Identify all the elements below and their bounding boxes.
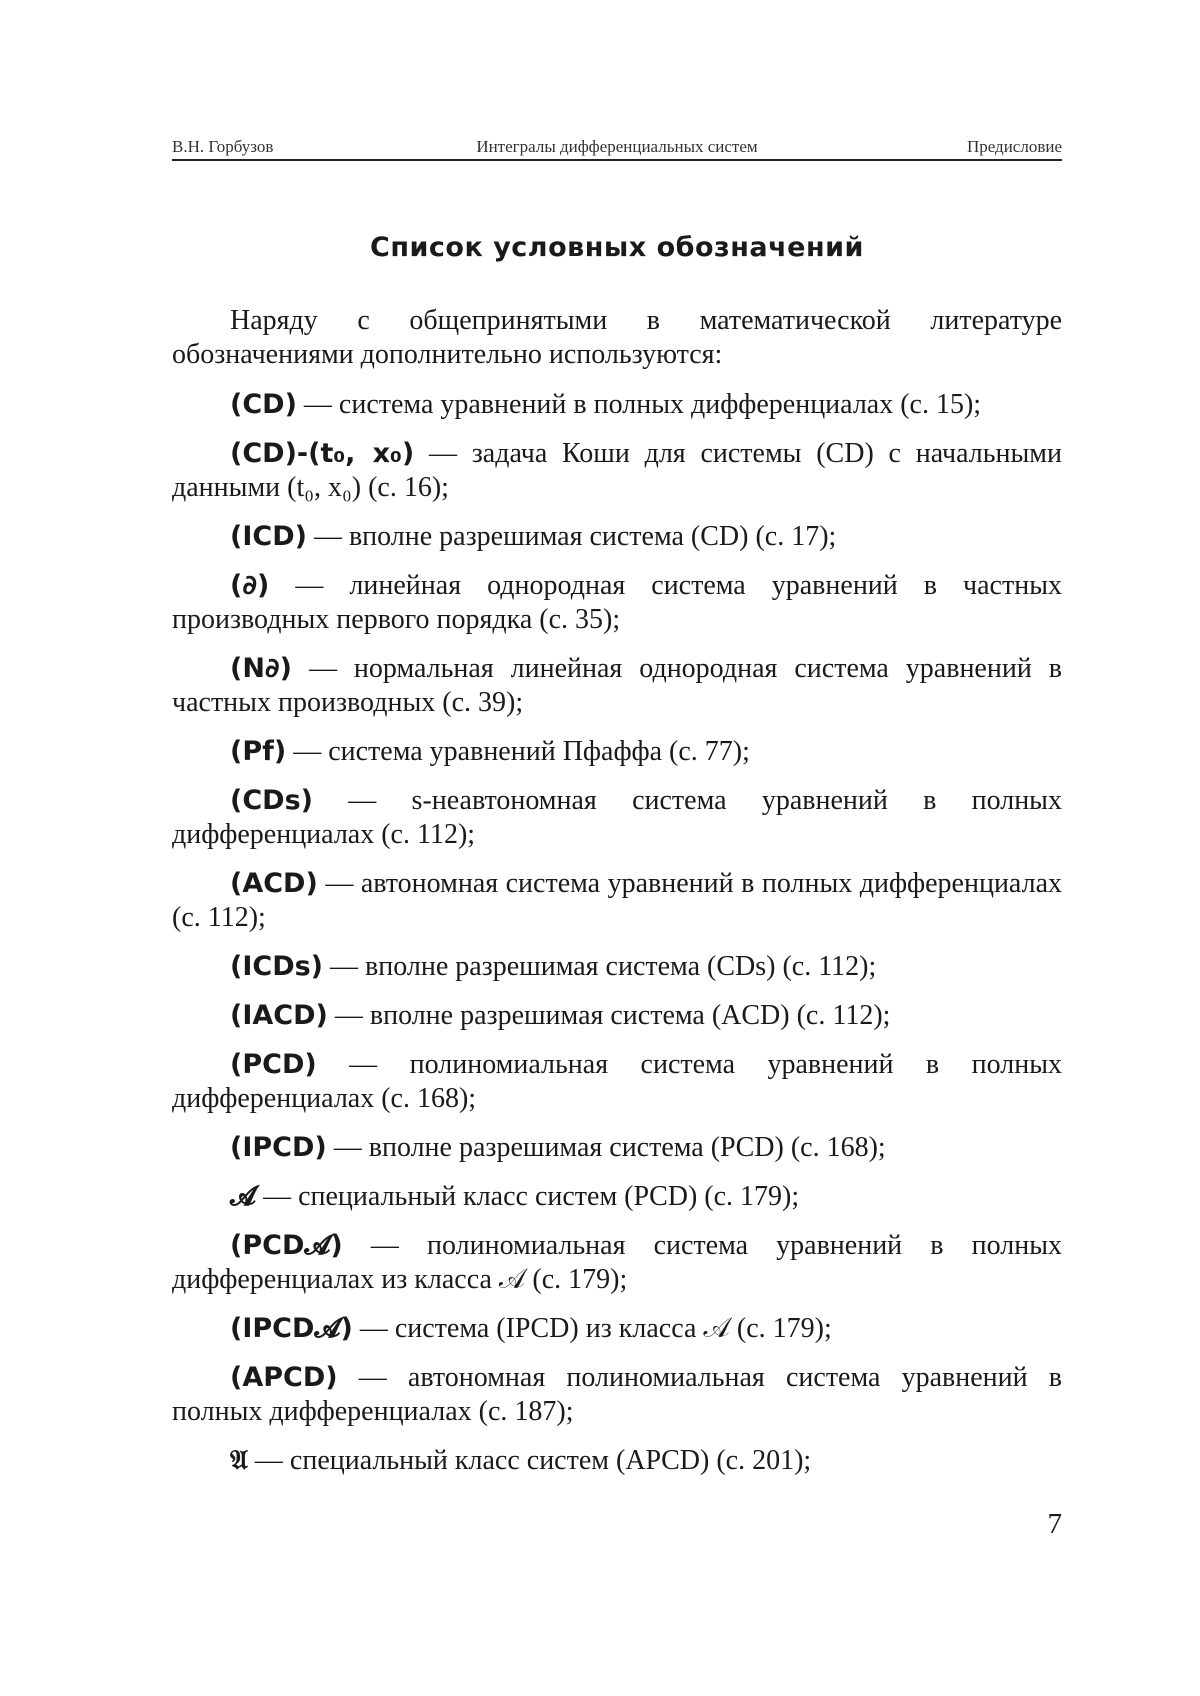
notation-definition: — специальный класс систем (PCD) (с. 179);	[263, 1181, 800, 1212]
notation-entry-icds	[172, 950, 1062, 984]
notation-entry-cd-cauchy	[172, 437, 1062, 505]
notation-definition: — линейная однородная система уравнений в частных производных первого порядка (с. 35);	[172, 570, 1063, 635]
notation-definition: — специальный класс систем (APCD) (с. 201);	[254, 1445, 812, 1476]
notation-list	[172, 304, 1062, 1493]
notation-entry-ipcd	[172, 1131, 1062, 1165]
notation-entry-ipcda	[172, 1312, 1062, 1346]
notation-entry-iacd	[172, 999, 1062, 1033]
notation-entry-apcd	[172, 1361, 1062, 1429]
notation-entry-pcd	[172, 1048, 1062, 1116]
notation-term: (Pf)	[230, 736, 287, 767]
notation-definition: — вполне разрешимая система (ACD) (с. 112);	[334, 1000, 891, 1031]
page	[172, 0, 1062, 1696]
notation-entry-icd	[172, 520, 1062, 554]
notation-definition: — автономная полиномиальная система уравнений в полных дифференциалах (с. 187);	[172, 1362, 1063, 1427]
notation-definition: — система (IPCD) из класса 𝒜 (с. 179);	[359, 1313, 832, 1344]
notation-term: (CD)-(t₀, x₀)	[230, 438, 415, 469]
running-head	[172, 135, 1062, 161]
notation-entry-acd	[172, 867, 1062, 935]
notation-term: (ICD)	[230, 521, 307, 552]
notation-definition: — s-неавтономная система уравнений в полных дифференциалах (с. 112);	[172, 785, 1062, 850]
notation-term: (APCD)	[230, 1362, 338, 1393]
notation-term: (∂)	[230, 570, 270, 601]
notation-definition: — система уравнений в полных дифференциалах (с. 15);	[303, 389, 982, 420]
notation-entry-class-fraktur-a	[172, 1444, 1062, 1478]
header-author: В.Н. Горбузов	[172, 137, 274, 156]
header-book-title: Интегралы дифференциальных систем	[476, 137, 758, 156]
notation-term: (IPCD𝓐)	[230, 1313, 353, 1344]
notation-term: (IACD)	[230, 1000, 328, 1031]
notation-entry-cd	[172, 388, 1062, 422]
page-title: Список условных обозначений	[370, 232, 864, 263]
notation-definition: — полиномиальная система уравнений в полных дифференциалах (с. 168);	[172, 1049, 1063, 1114]
notation-definition: — вполне разрешимая система (PCD) (с. 168);	[333, 1132, 886, 1163]
notation-entry-pf	[172, 735, 1062, 769]
header-section: Предисловие	[966, 137, 1062, 156]
notation-entry-cds	[172, 784, 1062, 852]
page-number: 7	[1047, 1508, 1062, 1540]
notation-term: (CD)	[230, 389, 297, 420]
notation-term: (CDs)	[230, 785, 313, 816]
notation-definition: — задача Коши для системы (CD) с начальными данными (t₀, x₀) (с. 16);	[172, 438, 1062, 503]
notation-term: 𝓐	[230, 1181, 257, 1212]
intro-paragraph: Наряду с общепринятыми в математической литературе обозначениями дополнительно используются:	[172, 305, 1062, 370]
notation-term: (ACD)	[230, 868, 318, 899]
notation-term: 𝔄	[230, 1445, 248, 1476]
notation-term: (IPCD)	[230, 1132, 327, 1163]
notation-definition: — автономная система уравнений в полных дифференциалах (с. 112);	[172, 868, 1063, 933]
notation-entry-partial	[172, 569, 1062, 637]
notation-entry-normal-partial	[172, 652, 1062, 720]
notation-term: (PCD𝓐)	[230, 1230, 343, 1261]
notation-definition: — вполне разрешимая система (CDs) (с. 112);	[330, 951, 877, 982]
notation-entry-pcda	[172, 1229, 1062, 1297]
notation-term: (N∂)	[230, 653, 292, 684]
notation-definition: — система уравнений Пфаффа (с. 77);	[293, 736, 750, 767]
notation-definition: — вполне разрешимая система (CD) (с. 17);	[313, 521, 837, 552]
notation-term: (ICDs)	[230, 951, 324, 982]
notation-definition: — полиномиальная система уравнений в полных дифференциалах из класса 𝒜 (с. 179);	[172, 1230, 1063, 1295]
notation-term: (PCD)	[230, 1049, 317, 1080]
notation-entry-class-a	[172, 1180, 1062, 1214]
notation-definition: — нормальная линейная однородная система уравнений в частных производных (с. 39);	[172, 653, 1062, 718]
